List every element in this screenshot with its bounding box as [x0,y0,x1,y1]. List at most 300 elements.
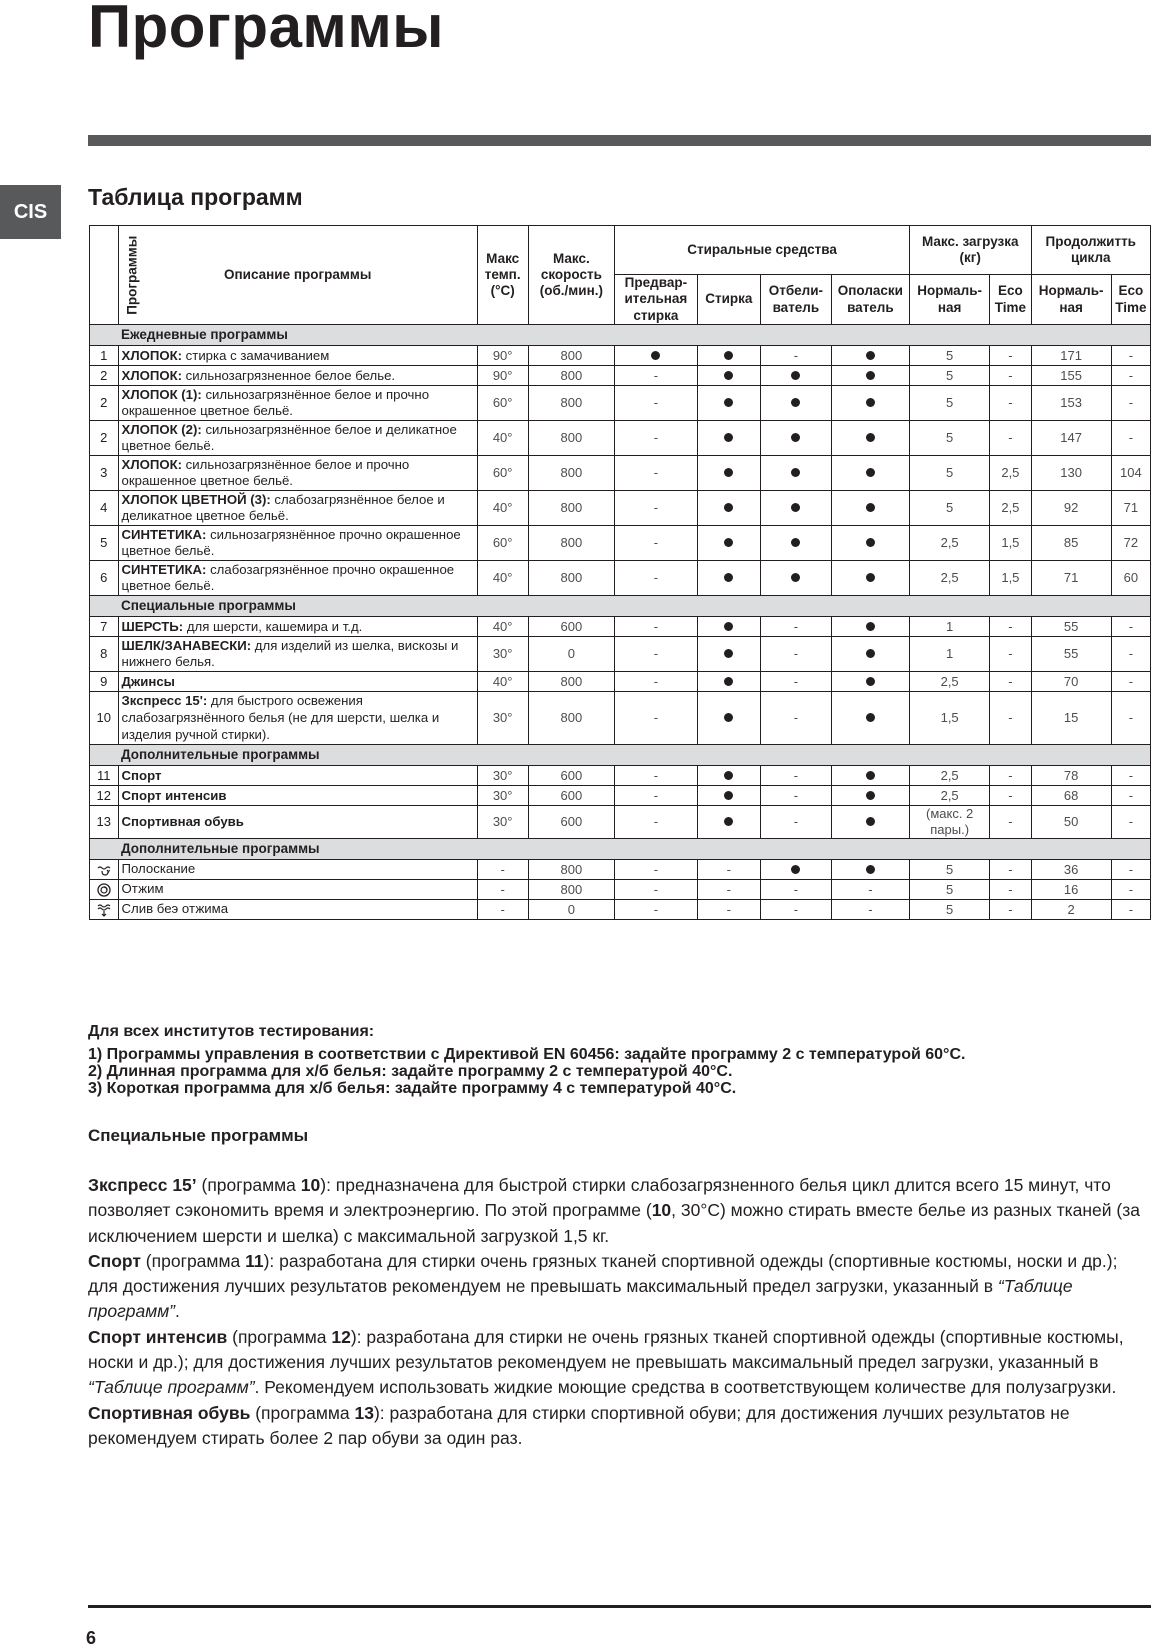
cell-duration-normal: 16 [1031,880,1111,900]
program-name: Джинсы [121,673,175,689]
cell-duration-eco: - [1111,860,1150,880]
program-detail: Отжим [121,881,164,897]
cell-wash [697,491,760,526]
cell-load-eco: - [990,766,1031,786]
cell-load-eco: - [990,860,1031,880]
dot-icon [866,371,875,380]
program-description [118,346,477,366]
cell-duration-eco: - [1111,346,1150,366]
cell-prewash: - [615,561,697,596]
cell-duration-eco: 60 [1111,561,1150,596]
cell-duration-normal: 50 [1031,806,1111,839]
cell-load-eco: - [990,386,1031,421]
header-programs: Программы [90,226,119,325]
dot-icon [791,433,800,442]
cell-wash: - [697,900,760,920]
program-detail: сильнозагрязнённое белое и деликатное цветное бельё. [121,421,457,454]
cell-duration-eco: - [1111,692,1150,745]
dot-icon [724,622,733,631]
note-item: 1) Программы управления в соответствии с Директивой EN 60456: задайте программу 2 с температурой 60°C. [88,1046,966,1063]
dot-icon [724,433,733,442]
program-number: 3 [90,456,119,491]
paragraph-sport: Спорт (программа 11): разработана для стирки очень грязных тканей спортивной одежды (спортивные костюмы, носки и др.); для достижения лучших результатов рекомендуем не превышать максимальный предел загрузки, указанный в “Таблице программ”. [88,1250,1118,1322]
cell-wash [697,346,760,366]
table-row [90,421,1151,456]
cell-load-normal: 5 [909,491,989,526]
cell-max-speed: 800 [528,456,615,491]
cell-load-eco: - [990,692,1031,745]
dot-icon [866,791,875,800]
cell-load-eco: - [990,806,1031,839]
cell-max-temp: 40° [477,421,528,456]
cell-max-speed: 0 [528,900,615,920]
cell-max-temp: - [477,880,528,900]
program-name: Спорт [121,767,162,783]
cell-wash [697,386,760,421]
cell-duration-eco: - [1111,637,1150,672]
testing-notes [88,1023,1148,1097]
cell-duration-normal: 171 [1031,346,1111,366]
program-number: 13 [90,806,119,839]
cell-bleach [760,491,831,526]
table-row [90,346,1151,366]
cell-wash [697,672,760,692]
cell-wash: - [697,880,760,900]
program-description [118,692,477,745]
cell-max-temp: 60° [477,386,528,421]
dot-icon [724,371,733,380]
header-duration-normal: Нормаль-ная [1031,275,1111,325]
cell-bleach [760,366,831,386]
program-description [118,672,477,692]
program-name: ШЕЛК/ЗАНАВЕСКИ: [121,637,252,653]
cell-max-temp: 30° [477,766,528,786]
program-detail: для шерсти, кашемира и т.д. [183,618,363,634]
cell-load-normal: 5 [909,900,989,920]
program-name: ШЕРСТЬ: [121,618,184,634]
cell-duration-normal: 70 [1031,672,1111,692]
cell-load-eco: - [990,637,1031,672]
cell-load-normal: 2,5 [909,561,989,596]
program-number: 1 [90,346,119,366]
cell-duration-eco: 71 [1111,491,1150,526]
cell-max-speed: 800 [528,526,615,561]
dot-icon [791,468,800,477]
cell-softener [831,637,909,672]
program-name: ХЛОПОК: [121,456,183,472]
dot-icon [791,398,800,407]
cell-duration-normal: 55 [1031,637,1111,672]
cell-load-eco: - [990,421,1031,456]
cell-max-temp: - [477,860,528,880]
header-max-speed: Макс. скорость (об./мин.) [528,226,615,325]
cell-prewash: - [615,617,697,637]
program-name: СИНТЕТИКА: [121,526,207,542]
cell-duration-normal: 68 [1031,786,1111,806]
dot-icon [866,433,875,442]
header-softener: Ополаски ватель [831,275,909,325]
program-detail: слабозагрязнённое белое и деликатное цветное бельё. [121,491,445,524]
cell-bleach: - [760,692,831,745]
cell-wash [697,526,760,561]
program-detail: слабозагрязнённое прочно окрашенное цветное бельё. [121,561,455,594]
cell-load-normal: 2,5 [909,526,989,561]
cell-softener [831,766,909,786]
dot-icon [724,573,733,582]
cell-prewash: - [615,637,697,672]
cell-max-temp: 30° [477,637,528,672]
cell-prewash: - [615,692,697,745]
notes-title: Для всех институтов тестирования: [88,1023,375,1040]
cell-bleach: - [760,786,831,806]
cell-load-normal: 1,5 [909,692,989,745]
program-description [118,637,477,672]
cell-softener [831,806,909,839]
group-title: Дополнительные программы [90,745,1151,766]
cell-load-normal: 5 [909,386,989,421]
cell-load-normal: 5 [909,880,989,900]
cell-max-speed: 600 [528,617,615,637]
cell-load-normal: 5 [909,421,989,456]
cell-max-speed: 800 [528,346,615,366]
program-number: 8 [90,637,119,672]
cell-bleach [760,386,831,421]
cell-load-normal: 5 [909,860,989,880]
cell-duration-normal: 153 [1031,386,1111,421]
dot-icon [866,771,875,780]
cell-bleach: - [760,806,831,839]
cell-bleach: - [760,672,831,692]
dot-icon [791,573,800,582]
special-programs-text [88,1173,1151,1451]
program-detail: для изделий из шелка, вискозы и нижнего белья. [121,637,459,670]
dot-icon [866,468,875,477]
cell-bleach: - [760,617,831,637]
program-description [118,421,477,456]
program-detail: сильнозагрязнённое белое и прочно окрашенное цветное бельё. [121,386,430,419]
cell-max-speed: 800 [528,421,615,456]
cell-load-eco: 2,5 [990,491,1031,526]
cell-load-eco: - [990,672,1031,692]
dot-icon [866,573,875,582]
cell-prewash: - [615,766,697,786]
cell-softener [831,386,909,421]
dot-icon [866,677,875,686]
cell-softener [831,561,909,596]
cell-duration-eco: - [1111,421,1150,456]
cell-wash [697,692,760,745]
program-detail: для быстрого освежения слабозагрязнённого белья (не для шерсти, шелка и изделия ручной стирки). [121,693,440,742]
spin-icon [90,880,119,900]
cell-bleach: - [760,900,831,920]
cell-max-speed: 800 [528,561,615,596]
dot-icon [866,622,875,631]
program-name: Зкспресс 15': [121,693,208,709]
cell-max-temp: 90° [477,366,528,386]
cell-max-temp: 40° [477,561,528,596]
group-row [90,839,1151,860]
table-row [90,366,1151,386]
header-description: Описание программы [118,226,477,325]
cell-duration-eco: - [1111,672,1150,692]
cell-prewash [615,346,697,366]
table-row [90,561,1151,596]
cell-load-normal: 2,5 [909,766,989,786]
cell-duration-normal: 36 [1031,860,1111,880]
program-description [118,456,477,491]
program-name: Спорт интенсив [121,787,227,803]
dot-icon [724,503,733,512]
table-row [90,456,1151,491]
cell-load-eco: 2,5 [990,456,1031,491]
cell-wash [697,806,760,839]
special-programs-title: Специальные программы [88,1126,309,1145]
cell-max-temp: 90° [477,346,528,366]
dot-icon [791,865,800,874]
dot-icon [866,503,875,512]
cell-prewash: - [615,386,697,421]
cell-prewash: - [615,860,697,880]
cell-softener: - [831,900,909,920]
cell-load-eco: - [990,880,1031,900]
program-description [118,860,477,880]
dot-icon [866,713,875,722]
cell-max-temp: 60° [477,526,528,561]
cell-duration-eco: - [1111,786,1150,806]
dot-icon [724,771,733,780]
cell-duration-eco: - [1111,880,1150,900]
program-name: ХЛОПОК ЦВЕТНОЙ (3): [121,491,271,507]
table-row [90,860,1151,880]
cell-wash [697,617,760,637]
header-duration: Продолжитть цикла [1031,226,1151,275]
cell-bleach: - [760,766,831,786]
program-number: 2 [90,366,119,386]
cell-load-eco: - [990,900,1031,920]
program-description [118,561,477,596]
cell-softener [831,617,909,637]
header-wash: Стирка [697,275,760,325]
cell-max-speed: 600 [528,806,615,839]
cell-bleach [760,526,831,561]
dot-icon [724,538,733,547]
cell-load-normal: 5 [909,366,989,386]
dot-icon [724,817,733,826]
cell-max-speed: 800 [528,880,615,900]
program-description [118,766,477,786]
cell-softener [831,366,909,386]
header-detergents: Стиральные средства [615,226,910,275]
cell-load-normal: 1 [909,617,989,637]
program-detail: стирка с замачиванием [182,347,330,363]
program-detail: Полоскание [121,861,196,877]
program-number: 5 [90,526,119,561]
cell-softener [831,421,909,456]
cell-max-speed: 800 [528,366,615,386]
cell-load-eco: - [990,366,1031,386]
program-description [118,526,477,561]
bottom-divider [88,1605,1151,1608]
program-name: ХЛОПОК: [121,347,183,363]
program-detail: сильнозагрязнённое прочно окрашенное цветное бельё. [121,526,461,559]
header-load-eco: Eco Time [990,275,1031,325]
cell-wash [697,637,760,672]
cell-duration-eco: - [1111,617,1150,637]
cell-max-speed: 800 [528,860,615,880]
cell-wash [697,766,760,786]
program-table-body [90,325,1151,920]
program-number: 12 [90,786,119,806]
cell-bleach: - [760,346,831,366]
cell-wash [697,366,760,386]
cell-duration-normal: 85 [1031,526,1111,561]
group-title: Дополнительные программы [90,839,1151,860]
cell-load-normal: 1 [909,637,989,672]
program-name: ХЛОПОК: [121,367,183,383]
cell-softener [831,346,909,366]
cell-bleach: - [760,637,831,672]
group-title: Специальные программы [90,596,1151,617]
program-number: 10 [90,692,119,745]
header-duration-eco: Eco Time [1111,275,1150,325]
dot-icon [724,791,733,800]
cell-prewash: - [615,786,697,806]
group-title: Ежедневные программы [90,325,1151,346]
cell-load-eco: 1,5 [990,526,1031,561]
table-row [90,617,1151,637]
cell-duration-eco: - [1111,386,1150,421]
header-max-load: Макс. загрузка (кг) [909,226,1031,275]
program-number: 2 [90,421,119,456]
cell-softener [831,491,909,526]
table-row [90,692,1151,745]
cell-max-speed: 800 [528,672,615,692]
dot-icon [724,649,733,658]
cell-duration-normal: 2 [1031,900,1111,920]
cell-softener [831,860,909,880]
dot-icon [724,677,733,686]
cell-wash [697,421,760,456]
table-row [90,766,1151,786]
dot-icon [724,713,733,722]
program-description [118,880,477,900]
cell-load-normal: 2,5 [909,786,989,806]
group-row [90,745,1151,766]
dot-icon [724,468,733,477]
cell-prewash: - [615,672,697,692]
cell-duration-eco: - [1111,900,1150,920]
cell-wash: - [697,860,760,880]
dot-icon [866,817,875,826]
program-detail: сильнозагрязненное белое белье. [182,367,396,383]
table-row [90,880,1151,900]
program-description [118,617,477,637]
cell-max-temp: 30° [477,786,528,806]
cell-softener [831,692,909,745]
cell-softener: - [831,880,909,900]
cell-softener [831,456,909,491]
table-row [90,806,1151,839]
cell-prewash: - [615,366,697,386]
cell-duration-normal: 15 [1031,692,1111,745]
page-title: Программы [88,0,444,60]
cell-load-eco: - [990,346,1031,366]
cell-prewash: - [615,491,697,526]
cell-prewash: - [615,900,697,920]
cell-duration-normal: 55 [1031,617,1111,637]
title-divider [88,135,1151,146]
dot-icon [791,371,800,380]
cell-load-normal: 5 [909,346,989,366]
program-name: Спортивная обувь [121,813,244,829]
header-bleach: Отбели-ватель [760,275,831,325]
language-tab: CIS [0,185,61,239]
program-number: 9 [90,672,119,692]
table-row [90,786,1151,806]
cell-duration-eco: 104 [1111,456,1150,491]
program-detail: Слив беэ отжима [121,901,229,917]
paragraph-express: Зкспресс 15’ (программа 10): предназначена для быстрой стирки слабозагрязненного белья цикл длится всего 15 минут, что позволяет сэкономить время и электроэнергию. По этой программе (10, 30°C) можно стирать вместе белье из разных тканей (за исключением шерсти и шелка) с максимальной загрузкой 1,5 кг. [88,1175,1140,1246]
cell-duration-normal: 71 [1031,561,1111,596]
header-max-temp: Макс темп. (°C) [477,226,528,325]
cell-max-speed: 600 [528,786,615,806]
cell-prewash: - [615,526,697,561]
program-number: 7 [90,617,119,637]
paragraph-sport-shoes: Спортивная обувь (программа 13): разработана для стирки спортивной обуви; для достижения лучших результатов не рекомендуем стирать более 2 пар обуви за один раз. [88,1402,1070,1448]
cell-max-temp: 40° [477,617,528,637]
cell-max-temp: 40° [477,672,528,692]
cell-load-normal: 5 [909,456,989,491]
dot-icon [866,649,875,658]
cell-duration-normal: 92 [1031,491,1111,526]
cell-duration-normal: 155 [1031,366,1111,386]
cell-duration-eco: 72 [1111,526,1150,561]
rinse-icon [90,860,119,880]
dot-icon [791,538,800,547]
cell-wash [697,561,760,596]
cell-max-speed: 800 [528,386,615,421]
program-name: ХЛОПОК (1): [121,386,202,402]
cell-duration-eco: - [1111,806,1150,839]
table-row [90,491,1151,526]
cell-prewash: - [615,421,697,456]
cell-prewash: - [615,806,697,839]
program-description [118,491,477,526]
cell-bleach [760,860,831,880]
dot-icon [651,351,660,360]
program-description [118,386,477,421]
section-title: Таблица программ [88,184,303,210]
cell-max-temp: 30° [477,806,528,839]
page-number: 6 [86,1628,97,1648]
dot-icon [724,351,733,360]
dot-icon [866,351,875,360]
cell-prewash: - [615,880,697,900]
table-row [90,637,1151,672]
cell-bleach [760,561,831,596]
program-number: 4 [90,491,119,526]
cell-max-speed: 0 [528,637,615,672]
dot-icon [866,398,875,407]
cell-prewash: - [615,456,697,491]
program-name: ХЛОПОК (2): [121,421,202,437]
dot-icon [866,865,875,874]
cell-max-speed: 800 [528,491,615,526]
program-table [89,225,1151,920]
table-row [90,672,1151,692]
program-number: 2 [90,386,119,421]
cell-duration-normal: 78 [1031,766,1111,786]
